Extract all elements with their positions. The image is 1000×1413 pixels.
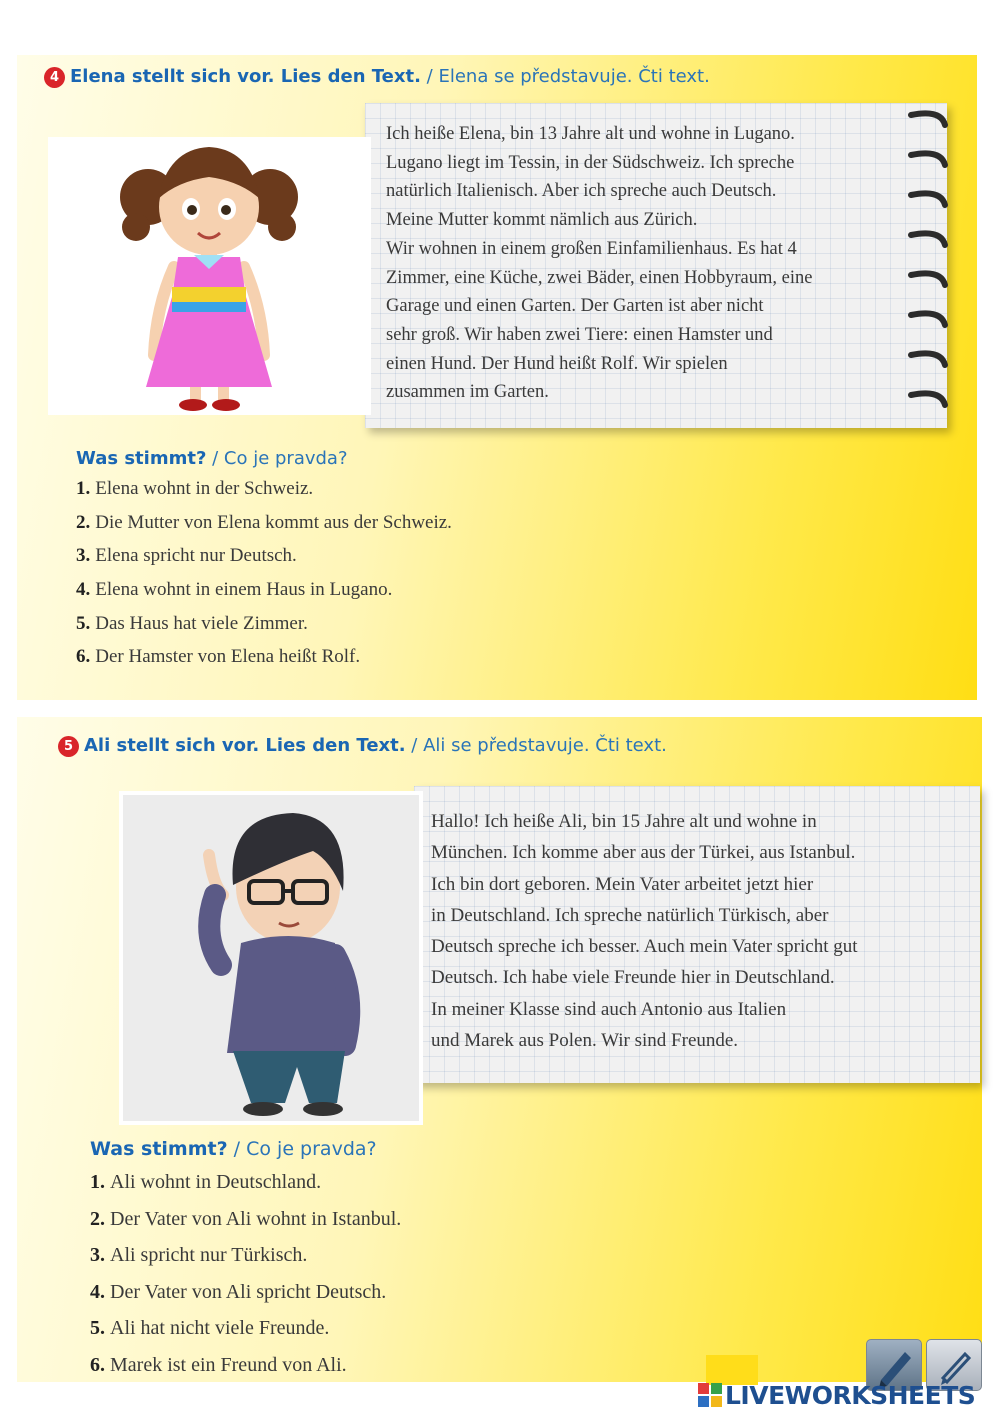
statement-text: Elena wohnt in der Schweiz. [95,478,314,499]
exercise-title-czech: / Ali se představuje. Čti text. [405,735,667,756]
statement-item [76,512,452,546]
text-line: Zimmer, eine Küche, zwei Bäder, einen Hobbyraum, eine [386,267,813,288]
text-line: natürlich Italienisch. Aber ich spreche auch Deutsch. [386,181,777,202]
statement-item [76,545,452,579]
brand-text: LIVEWORKSHEETS [725,1381,976,1410]
text-line: zusammen im Garten. [386,382,549,403]
liveworksheets-logo-icon [697,1382,723,1408]
statement-item [90,1244,401,1281]
text-line: Garage und einen Garten. Der Garten ist aber nicht [386,296,764,317]
text-line: Deutsch spreche ich besser. Auch mein Vater spricht gut [431,936,858,958]
statement-item [76,613,452,647]
statement-text: Der Vater von Ali wohnt in Istanbul. [110,1207,402,1230]
boy-illustration [123,795,419,1121]
statement-item [76,646,452,680]
statement-number: 2. [90,1207,105,1230]
ali-portrait [119,791,423,1125]
text-line: Ich bin dort geboren. Mein Vater arbeitet jetzt hier [431,873,814,895]
statement-text: Marek ist ein Freund von Ali. [110,1353,347,1376]
statement-text: Elena spricht nur Deutsch. [95,545,297,567]
statement-item [90,1317,401,1354]
text-line: in Deutschland. Ich spreche natürlich Türkisch, aber [431,904,829,926]
text-line: Deutsch. Ich habe viele Freunde hier in Deutschland. [431,967,835,989]
exercise-4-statements [76,478,452,680]
exercise-5-header [58,735,667,757]
liveworksheets-brand [697,1381,975,1410]
statement-item [90,1208,401,1245]
text-line: Ich heiße Elena, bin 13 Jahre alt und wohne in Lugano. [386,124,795,144]
elena-portrait [48,137,371,415]
statement-number: 6. [90,1353,105,1376]
statement-number: 5. [76,612,91,634]
text-line: Hallo! Ich heiße Ali, bin 15 Jahre alt und wohne in [431,811,817,832]
statement-number: 3. [76,545,91,567]
text-line: Lugano liegt im Tessin, in der Südschweiz. Ich spreche [386,152,795,173]
exercise-5-statements [90,1171,401,1391]
statement-item [90,1354,401,1391]
ali-text [431,806,858,1056]
question-heading-german: Was stimmt? [90,1138,228,1160]
question-heading-czech: / Co je pravda? [227,1138,377,1160]
statement-text: Die Mutter von Elena kommt aus der Schweiz. [95,511,452,533]
text-line: In meiner Klasse sind auch Antonio aus Italien [431,998,787,1020]
statement-text: Der Vater von Ali spricht Deutsch. [110,1280,387,1303]
torn-edge-rings [905,103,953,428]
text-line: einen Hund. Der Hund heißt Rolf. Wir spielen [386,353,728,374]
elena-text [386,120,812,407]
statement-number: 4. [76,579,91,601]
statement-text: Das Haus hat viele Zimmer. [95,612,308,634]
text-line: Meine Mutter kommt nämlich aus Zürich. [386,210,698,231]
statement-item [90,1281,401,1318]
statement-text: Ali spricht nur Türkisch. [110,1244,308,1267]
exercise-title-german: Elena stellt sich vor. Lies den Text. [70,66,421,87]
text-line: München. Ich komme aber aus der Türkei, aus Istanbul. [431,842,856,864]
statement-item [76,579,452,613]
text-line: und Marek aus Polen. Wir sind Freunde. [431,1030,739,1052]
statement-text: Ali wohnt in Deutschland. [110,1171,322,1193]
exercise-4-header [44,66,710,88]
statement-number: 3. [90,1244,105,1267]
statement-text: Elena wohnt in einem Haus in Lugano. [95,579,393,601]
text-line: Wir wohnen in einem großen Einfamilienhaus. Es hat 4 [386,238,797,259]
statement-number: 2. [76,511,91,533]
exercise-number-badge: 4 [44,67,65,88]
statement-text: Ali hat nicht viele Freunde. [110,1317,330,1340]
exercise-title-czech: / Elena se představuje. Čti text. [420,66,710,87]
statement-text: Der Hamster von Elena heißt Rolf. [95,646,361,668]
statement-item [76,478,452,512]
exercise-title-german: Ali stellt sich vor. Lies den Text. [84,735,406,756]
exercise-5-question-heading [90,1138,377,1160]
exercise-number-badge: 5 [58,736,79,757]
statement-number: 4. [90,1280,105,1303]
statement-number: 1. [90,1171,105,1193]
text-line: sehr groß. Wir haben zwei Tiere: einen Hamster und [386,324,773,345]
statement-number: 1. [76,478,91,499]
girl-illustration [48,137,371,415]
question-heading-czech: / Co je pravda? [206,448,348,469]
statement-number: 6. [76,646,91,668]
question-heading-german: Was stimmt? [76,448,207,469]
statement-item [90,1171,401,1208]
statement-number: 5. [90,1317,105,1340]
exercise-4-question-heading [76,448,348,469]
